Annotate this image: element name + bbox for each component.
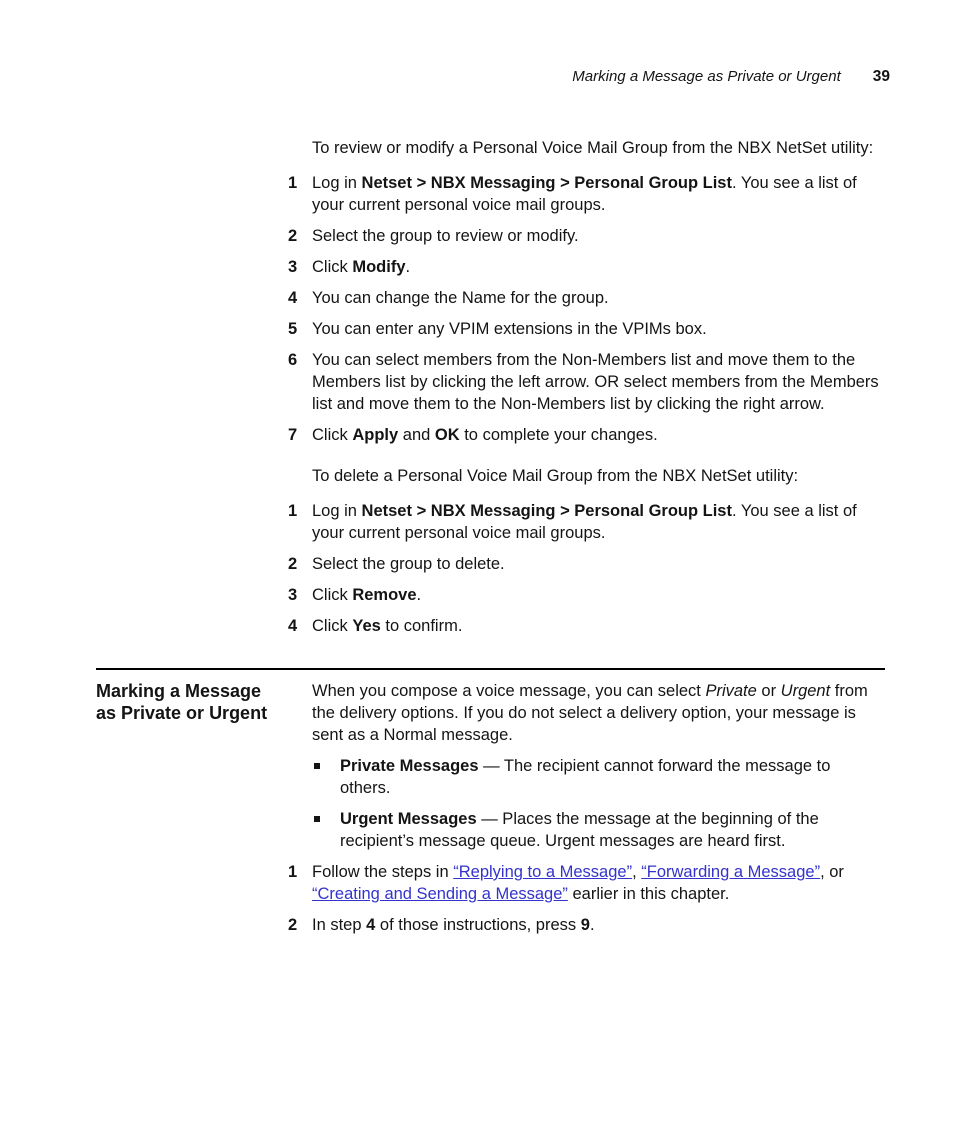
step-item	[288, 424, 885, 446]
text-segment: to complete your changes.	[459, 426, 658, 444]
step-item	[288, 584, 885, 606]
step-item	[288, 861, 885, 905]
link-forwarding-a-message[interactable]: “Forwarding a Message”	[641, 863, 821, 881]
step-item	[288, 553, 885, 575]
step-text	[312, 256, 885, 278]
text-segment: To delete a Personal Voice Mail Group from the NBX NetSet utility:	[312, 467, 799, 485]
text-segment: Select the group to review or modify.	[312, 227, 579, 245]
step-number: 7	[288, 426, 298, 444]
step-text	[312, 500, 885, 544]
text-segment: Apply	[352, 426, 399, 444]
text-segment: Follow the steps in	[312, 863, 454, 881]
step-text	[312, 914, 885, 936]
text-segment: Private Messages	[340, 757, 479, 775]
text-segment: Netset > NBX Messaging > Personal Group List	[361, 502, 732, 520]
text-segment: Click	[312, 617, 353, 635]
text-segment: Modify	[352, 258, 406, 276]
step-number: 3	[288, 586, 298, 604]
step-number: 2	[288, 555, 298, 573]
step-number: 1	[288, 863, 298, 881]
step-text	[312, 349, 885, 415]
running-header	[0, 66, 890, 88]
paragraph-delete-intro	[312, 465, 885, 487]
text-segment: and	[398, 426, 435, 444]
page-content	[0, 137, 954, 945]
link-creating-and-sending-a-message[interactable]: “Creating and Sending a Message”	[312, 885, 568, 903]
step-item	[288, 287, 885, 309]
step-item	[288, 172, 885, 216]
text-segment: OK	[434, 426, 460, 444]
text-segment: When you compose a voice message, you can select	[312, 682, 706, 700]
step-text	[312, 318, 885, 340]
step-number: 2	[288, 916, 298, 934]
section-heading	[96, 680, 301, 724]
bullet-text	[340, 755, 885, 799]
step-item	[288, 318, 885, 340]
text-segment: Netset > NBX Messaging > Personal Group List	[361, 174, 732, 192]
running-header-title: Marking a Message as Private or Urgent	[572, 68, 841, 85]
paragraph-marking-intro	[312, 680, 885, 746]
step-text	[312, 584, 885, 606]
text-segment: In step	[312, 916, 367, 934]
step-number: 6	[288, 351, 298, 369]
text-segment: Select the group to delete.	[312, 555, 505, 573]
text-segment: . You see a list of your current personal voice mail groups.	[312, 502, 857, 542]
section-heading-line1: Marking a Message	[96, 681, 262, 701]
text-segment: To review or modify a Personal Voice Mail Group from the NBX NetSet utility:	[312, 139, 874, 157]
text-segment: to confirm.	[380, 617, 463, 635]
text-segment: .	[405, 258, 411, 276]
step-text	[312, 861, 885, 905]
step-number: 1	[288, 174, 298, 192]
page-number: 39	[872, 68, 890, 85]
step-text	[312, 172, 885, 216]
section-marking-message	[0, 680, 954, 936]
text-segment: from the delivery options. If you do not select a delivery option, your message is sent as a Normal message.	[312, 682, 868, 744]
link-replying-to-a-message[interactable]: “Replying to a Message”	[453, 863, 633, 881]
square-bullet-icon	[314, 763, 320, 769]
step-item	[288, 914, 885, 936]
step-number: 1	[288, 502, 298, 520]
section-divider	[96, 668, 885, 670]
text-segment: Log in	[312, 174, 362, 192]
text-segment: You can select members from the Non-Members list and move them to the Members list by clicking the left arrow. OR select members from the Members list and move them to the Non-Members list by clicking the right arrow.	[312, 351, 879, 413]
step-number: 5	[288, 320, 298, 338]
step-text	[312, 287, 885, 309]
text-segment: — The recipient cannot forward the message to others.	[340, 757, 831, 797]
text-segment: Urgent Messages	[340, 810, 477, 828]
text-segment: . You see a list of your current personal voice mail groups.	[312, 174, 857, 214]
step-item	[288, 615, 885, 637]
step-item	[288, 500, 885, 544]
text-segment: or	[756, 682, 781, 700]
bullet-item	[312, 808, 885, 852]
text-segment: 9	[580, 916, 590, 934]
text-segment: — Places the message at the beginning of the recipient’s message queue. Urgent messages are heard first.	[340, 810, 819, 850]
text-segment: 4	[366, 916, 376, 934]
text-segment: You can enter any VPIM extensions in the VPIMs box.	[312, 320, 707, 338]
step-item	[288, 349, 885, 415]
text-segment: Click	[312, 586, 353, 604]
square-bullet-icon	[314, 816, 320, 822]
step-item	[288, 256, 885, 278]
paragraph-review-intro	[312, 137, 885, 159]
text-segment: Private	[705, 682, 757, 700]
step-text	[312, 225, 885, 247]
text-segment: Log in	[312, 502, 362, 520]
step-text	[312, 553, 885, 575]
text-segment: You can change the Name for the group.	[312, 289, 609, 307]
text-segment: of those instructions, press	[375, 916, 581, 934]
step-number: 3	[288, 258, 298, 276]
step-number: 2	[288, 227, 298, 245]
step-number: 4	[288, 289, 298, 307]
text-segment: .	[589, 916, 595, 934]
text-segment: Click	[312, 258, 353, 276]
step-text	[312, 424, 885, 446]
text-segment: Yes	[352, 617, 381, 635]
step-number: 4	[288, 617, 298, 635]
text-segment: Remove	[352, 586, 417, 604]
text-segment: , or	[820, 863, 844, 881]
step-text	[312, 615, 885, 637]
bullet-text	[340, 808, 885, 852]
bullet-item	[312, 755, 885, 799]
text-segment: Urgent	[780, 682, 831, 700]
text-segment: ,	[632, 863, 642, 881]
text-segment: .	[416, 586, 422, 604]
step-item	[288, 225, 885, 247]
text-segment: Click	[312, 426, 353, 444]
section-heading-line2: as Private or Urgent	[96, 703, 268, 723]
text-segment: earlier in this chapter.	[567, 885, 730, 903]
